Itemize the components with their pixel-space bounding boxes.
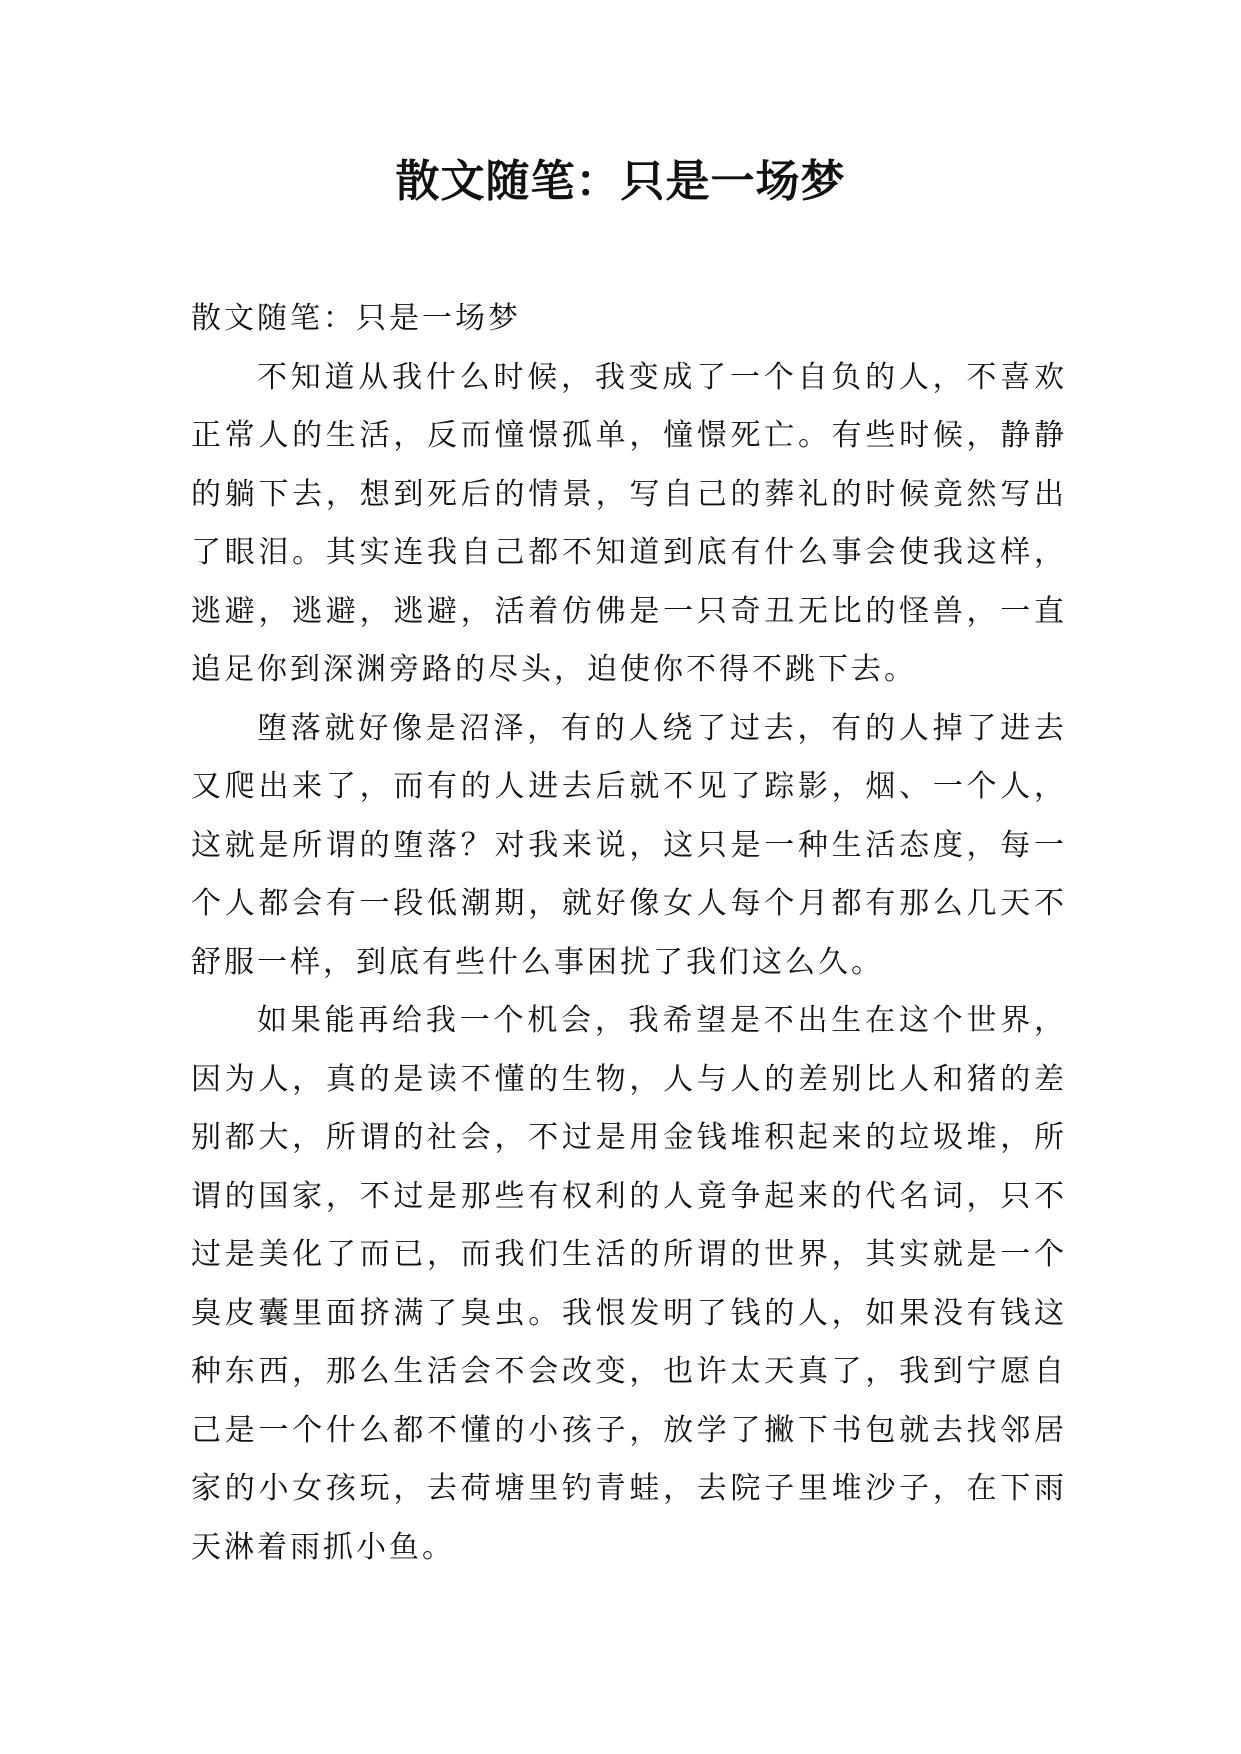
paragraph: 如果能再给我一个机会，我希望是不出生在这个世界，因为人，真的是读不懂的生物，人与人的差别比人和猪的差别都大，所谓的社会，不过是用金钱堆积起来的垃圾堆，所谓的国家，不过是那些有权利的人竟争起来的代名词，只不过是美化了而已，而我们生活的所谓的世界，其实就是一个臭皮囊里面挤满了臭虫。我恨发明了钱的人，如果没有钱这种东西，那么生活会不会改变，也许太天真了，我到宁愿自己是一个什么都不懂的小孩子，放学了撇下书包就去找邻居家的小女孩玩，去荷塘里钓青蛙，去院子里堆沙子，在下雨天淋着雨抓小鱼。 [191,1003,1067,1565]
document-body [191,290,1067,1577]
document-title: 散文随笔：只是一场梦 [395,156,846,207]
paragraph: 堕落就好像是沼泽，有的人绕了过去，有的人掉了进去又爬出来了，而有的人进去后就不见了踪影，烟、一个人，这就是所谓的堕落？对我来说，这只是一种生活态度，每一个人都会有一段低潮期，就好像女人每个月都有那么几天不舒服一样，到底有些什么事困扰了我们这么久。 [191,710,1067,980]
paragraph: 不知道从我什么时候，我变成了一个自负的人，不喜欢正常人的生活，反而憧憬孤单，憧憬死亡。有些时候，静静的躺下去，想到死后的情景，写自己的葬礼的时候竟然写出了眼泪。其实连我自己都不知道到底有什么事会使我这样，逃避，逃避，逃避，活着仿佛是一只奇丑无比的怪兽，一直追足你到深渊旁路的尽头，迫使你不得不跳下去。 [191,359,1067,687]
document-subtitle: 散文随笔：只是一场梦 [191,301,521,336]
